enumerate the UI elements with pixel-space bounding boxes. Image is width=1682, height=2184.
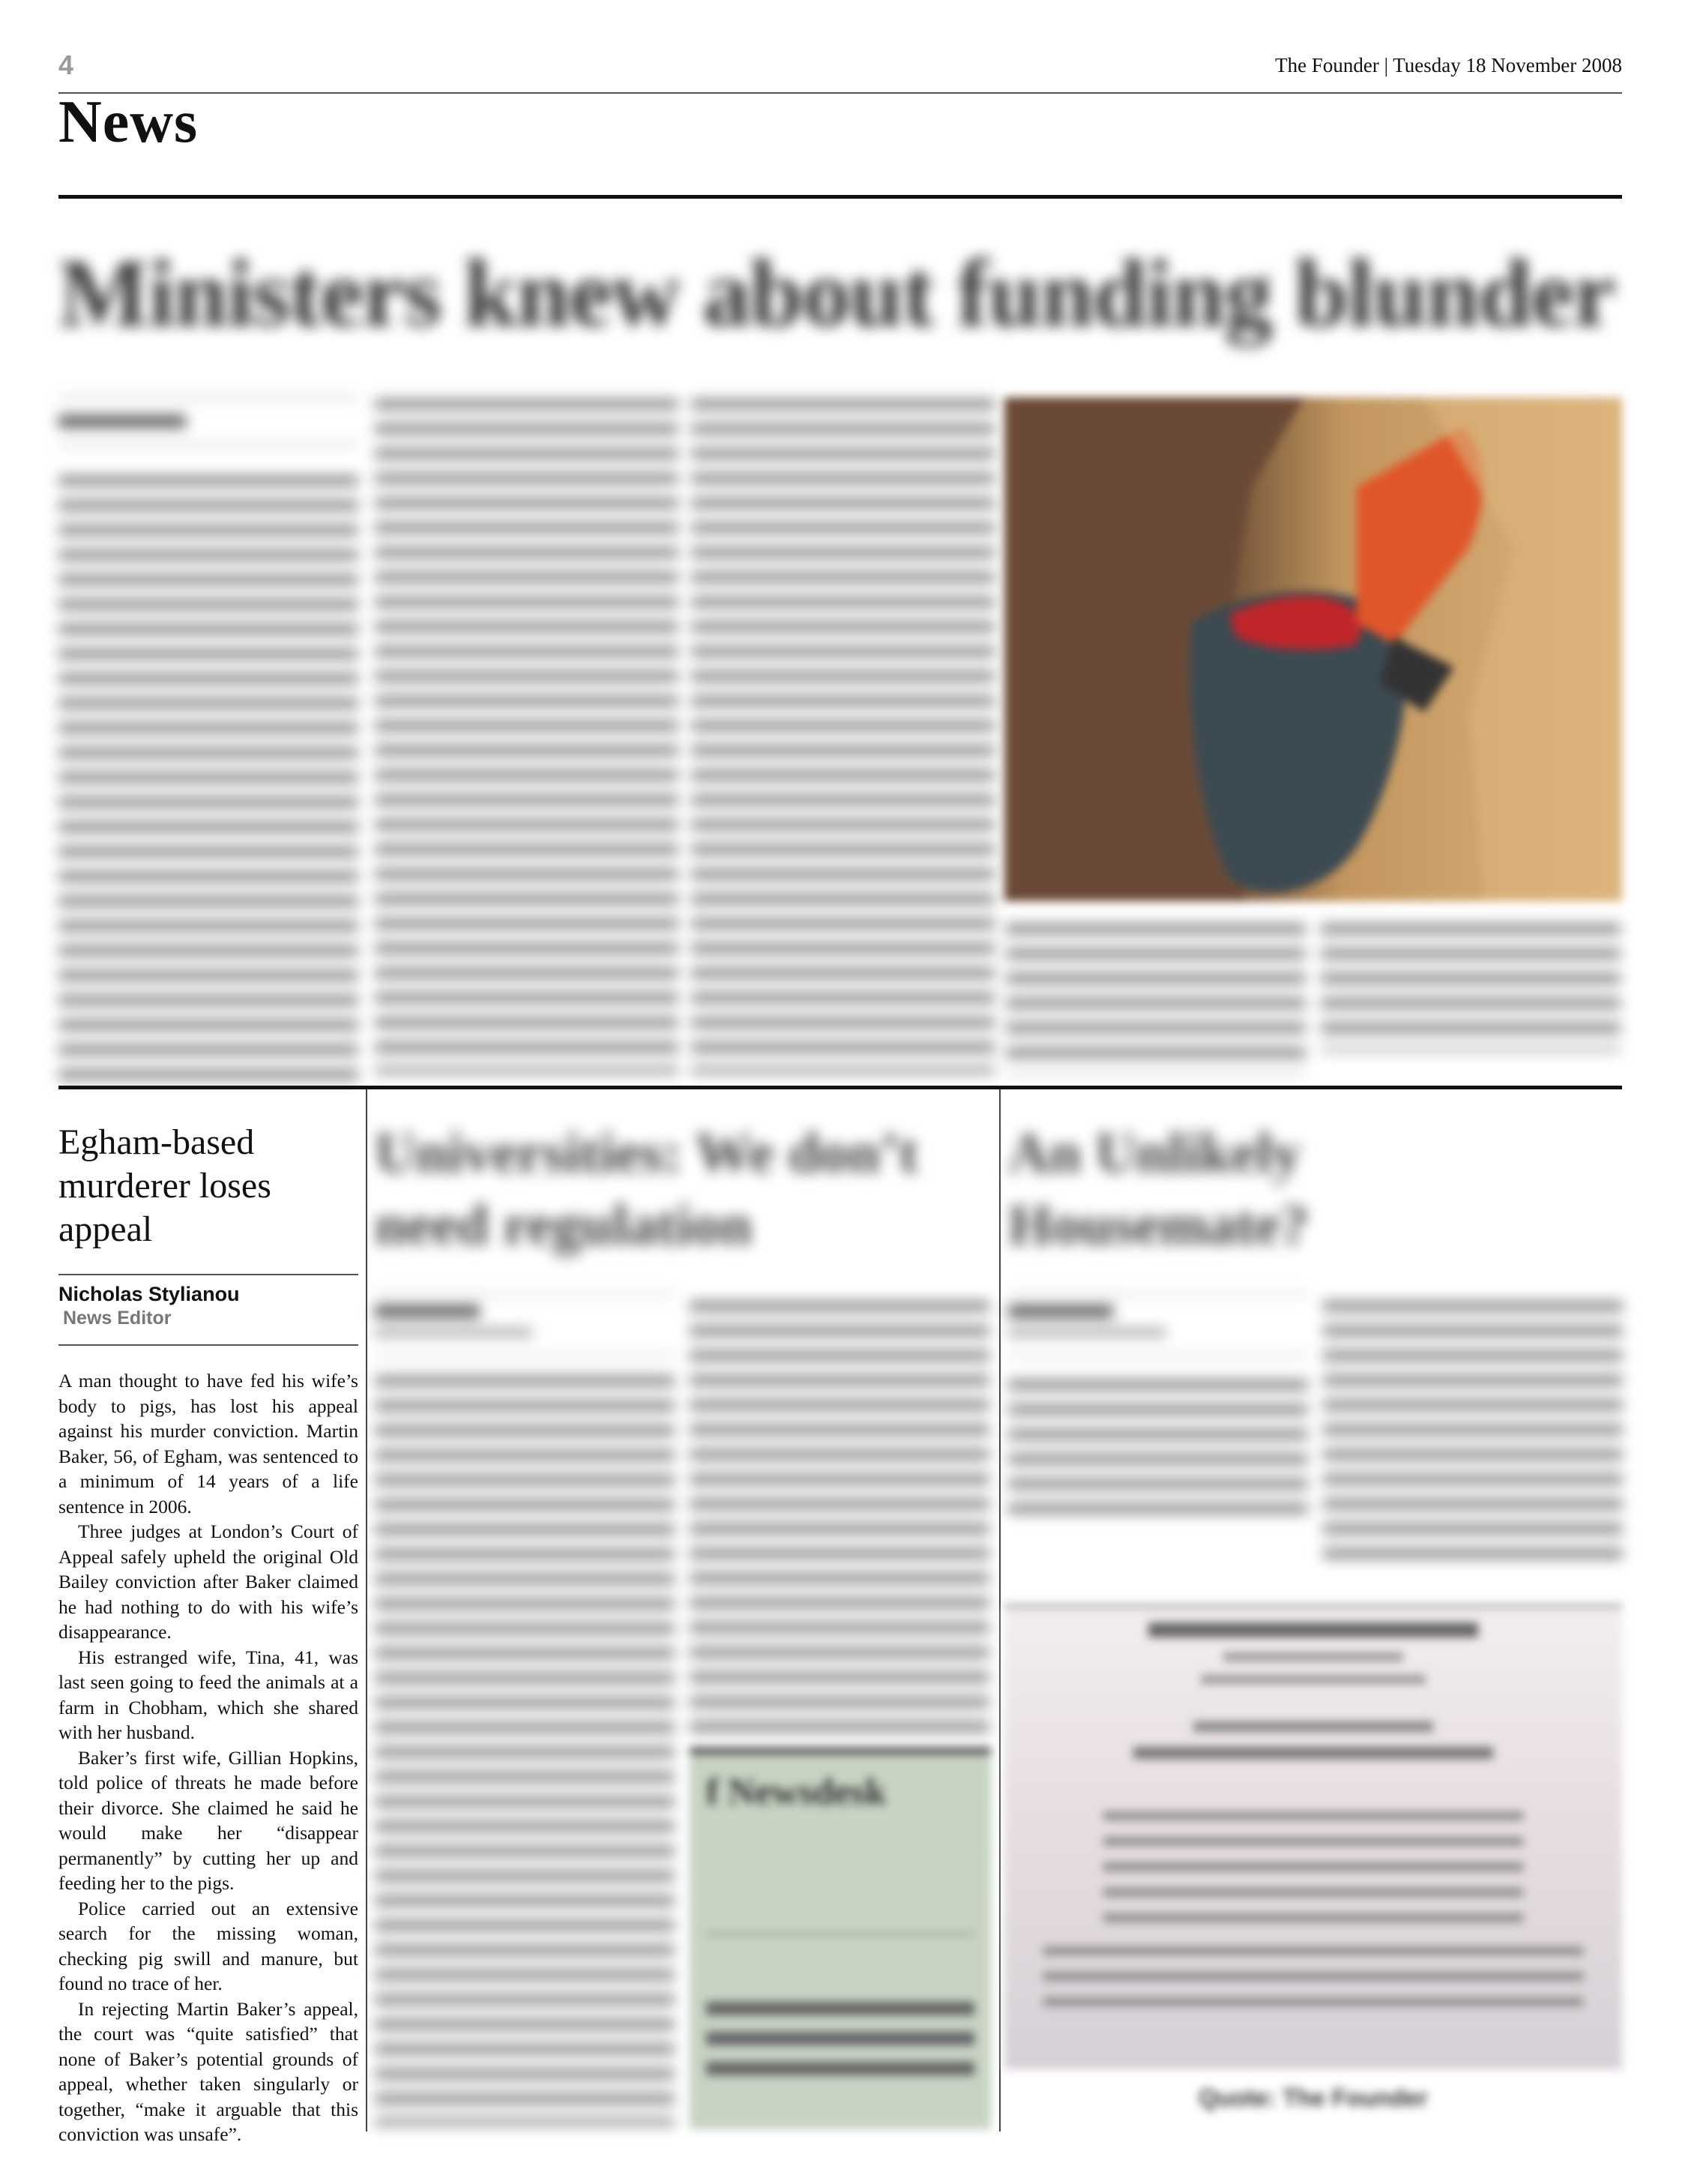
author-role: News Editor [63,1308,172,1329]
byline-top-rule [58,1274,358,1275]
column-divider-1 [366,1089,367,2132]
section-title: News [58,89,199,155]
lead-column-4 [1006,924,1306,1074]
paragraph: A man thought to have fed his wife’s body to pigs, has lost his appeal against his murder conviction. Martin Baker, 56, of Egham, was sentenced to a minimum of 14 years of a life sentence in 2006. [58,1370,358,1517]
right-article-headline: An Unlikely Housemate? [1008,1122,1309,1257]
middle-article-headline: Universities: We don’t need regulation [375,1122,918,1257]
newsdesk-icon: f [706,1770,719,1812]
advert-box [1004,1604,1622,2069]
middle-article-column-1 [375,1376,675,2126]
column-divider-3 [999,1089,1001,2132]
paragraph: Police carried out an extensive search for the missing woman, checking pig swill and manure, but found no trace of her. [58,1897,358,1994]
header-rule [58,92,1622,94]
lead-column-3 [691,399,995,1074]
lead-photo [1004,397,1622,901]
left-article-body [58,1368,358,2147]
paragraph: Baker’s first wife, Gillian Hopkins, told police of threats he made before their divorce. She claimed he said he would make her “disappear permanently” by cutting her up and feeding her to the pigs. [58,1746,358,1894]
middle-article-column-2 [690,1301,989,1736]
newsdesk-box [690,1747,991,2129]
lead-column-2 [375,399,678,1074]
left-article [58,1121,358,2147]
mid-rule [58,1086,1622,1089]
right-article-byline [1008,1293,1308,1368]
right-article-column-2 [1323,1301,1623,1571]
lead-column-5 [1321,924,1621,1051]
left-article-title: Egham-based murderer loses appeal [58,1122,271,1249]
masthead: The Founder | Tuesday 18 November 2008 [1275,54,1622,76]
right-article-column-1 [1008,1380,1308,1514]
newsdesk-title: Newsdesk [728,1770,887,1812]
advert-footer: Quote: The Founder [1199,2084,1428,2111]
byline-bottom-rule [58,1344,358,1346]
lead-headline: Ministers knew about funding blunder [58,240,1615,346]
middle-article-byline [375,1293,675,1368]
paragraph: In rejecting Martin Baker’s appeal, the court was “quite satisfied” that none of Baker’s potential grounds of appeal, whether taken singularly or together, “make it arguable that this conviction was unsafe”. [58,1997,358,2145]
paragraph: Three judges at London’s Court of Appeal safely upheld the original Old Bailey conviction after Baker claimed he had nothing to do with his wife’s disappearance. [58,1520,358,1643]
lead-column-1 [58,397,358,1072]
page-number: 4 [58,49,74,80]
section-rule [58,195,1622,199]
paragraph: His estranged wife, Tina, 41, was last seen going to feed the animals at a farm in Chobham, which she shared with her husband. [58,1646,358,1743]
author-name: Nicholas Stylianou [58,1283,240,1305]
